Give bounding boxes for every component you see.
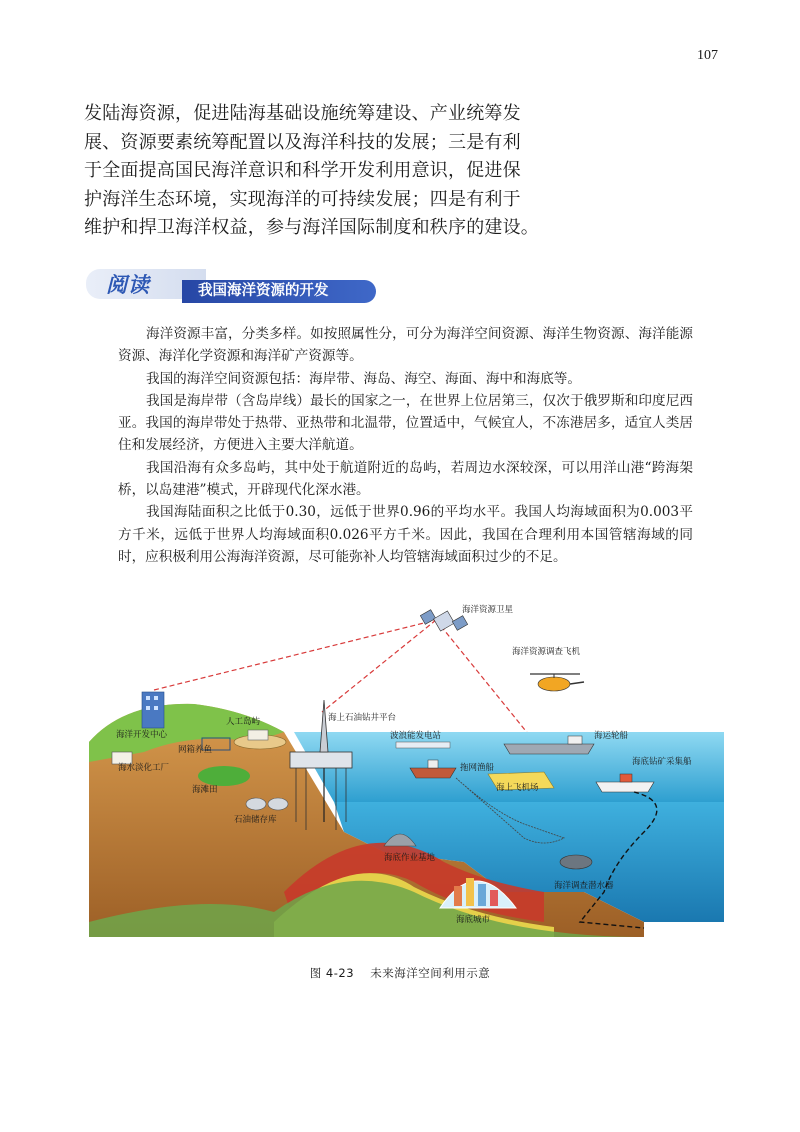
intro-line: 于全面提高国民海洋意识和科学开发利用意识，促进保: [84, 160, 521, 182]
reading-body: [118, 323, 693, 568]
figure-caption: [0, 965, 800, 981]
label-aircraft: 海洋资源调查飞机: [512, 647, 581, 657]
label-seabed-base: 海底作业基地: [384, 853, 436, 863]
reading-header: [86, 269, 376, 305]
label-fishing-boat: 拖网渔船: [460, 763, 495, 773]
caption-number: 图 4-23: [309, 966, 355, 980]
satellite-icon: [420, 610, 467, 631]
page-number: 107: [697, 48, 718, 63]
reading-paragraph: 我国的海洋空间资源包括：海岸带、海岛、海空、海面、海中和海底等。: [146, 370, 581, 387]
reading-paragraph: 我国海陆面积之比低于0.30，远低于世界0.96的平均水平。我国人均海域面积为0.003平方千米，远低于世界人均海域面积0.026平方千米。因此，我国在合理利用本国管辖海域的同时，应积极利用公海海洋资源，尽可能弥补人均管辖海域面积过少的不足。: [118, 504, 693, 565]
reading-paragraph: 我国是海岸带（含岛岸线）最长的国家之一，在世界上位居第三，仅次于俄罗斯和印度尼西亚。我国的海岸带处于热带、亚热带和北温带，位置适中，气候宜人，不冻港居多，适宜人类居住和发展经济，方便进入主要大洋航道。: [118, 392, 693, 454]
label-development-center: 海洋开发中心: [116, 730, 168, 740]
intro-line: 维护和捍卫海洋权益，参与海洋国际制度和秩序的建设。: [84, 217, 539, 239]
submersible-icon: [560, 855, 592, 869]
helicopter-icon: [530, 674, 584, 691]
reading-label: 阅读: [106, 273, 150, 297]
caption-text: 未来海洋空间利用示意: [370, 966, 491, 980]
reading-paragraph: 海洋资源丰富，分类多样。如按照属性分，可分为海洋空间资源、海洋生物资源、海洋能源资源、海洋化学资源和海洋矿产资源等。: [118, 326, 693, 365]
tidal-flat-icon: [198, 766, 250, 786]
label-submersible: 海洋调查潜水器: [554, 881, 614, 891]
intro-line: 展、资源要素统筹配置以及海洋科技的发展；三是有利: [84, 131, 521, 153]
label-desalination: 海水淡化工厂: [118, 763, 170, 773]
label-tidal-flat: 海滩田: [192, 785, 218, 795]
label-mining-ship: 海底钻矿采集船: [632, 757, 692, 767]
reading-paragraph: 我国沿海有众多岛屿，其中处于航道附近的岛屿，若周边水深较深，可以用洋山港“跨海架桥，以岛建港”模式，开辟现代化深水港。: [118, 459, 693, 499]
label-satellite: 海洋资源卫星: [462, 605, 514, 615]
label-net-cage: 网箱养鱼: [178, 745, 213, 755]
ocean-illustration: [84, 592, 724, 957]
development-center-icon: [142, 692, 164, 728]
intro-text: [84, 100, 714, 243]
reading-title: 我国海洋资源的开发: [182, 280, 376, 303]
label-airport: 海上飞机场: [496, 783, 539, 793]
label-artificial-island: 人工岛屿: [226, 717, 261, 727]
label-seabed-city: 海底城市: [456, 915, 491, 925]
wave-power-icon: [396, 742, 450, 748]
intro-line: 发陆海资源，促进陆海基础设施统筹建设、产业统筹发: [84, 103, 521, 124]
intro-line: 护海洋生态环境，实现海洋的可持续发展；四是有利于: [84, 188, 521, 210]
label-cargo-ship: 海运轮船: [594, 731, 629, 741]
ocean-space-figure: [84, 592, 724, 957]
label-wave-power: 波浪能发电站: [390, 731, 442, 741]
label-oil-storage: 石油储存库: [234, 815, 277, 825]
label-oil-platform: 海上石油钻井平台: [328, 713, 397, 723]
